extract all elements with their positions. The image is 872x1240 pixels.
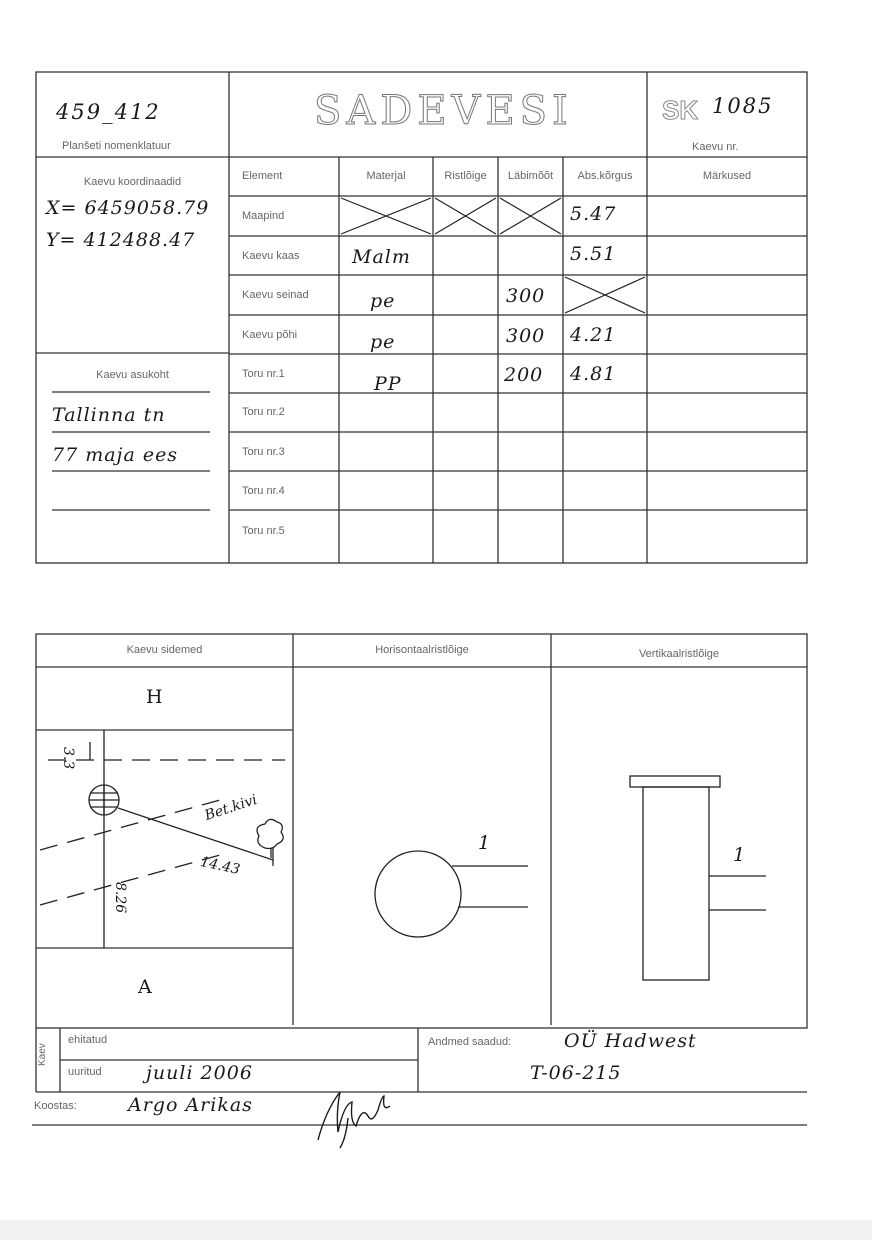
diameter-value: 200 — [504, 364, 544, 386]
surveyed-value: juuli 2006 — [146, 1062, 253, 1084]
data-source-label: Andmed saadud: — [428, 1036, 512, 1048]
abs-height-value: 5.51 — [570, 243, 617, 265]
ties-bottom-letter: A — [138, 976, 153, 998]
ties-section-label: Kaevu sidemed — [126, 644, 203, 656]
row-element-label: Maapind — [242, 210, 285, 222]
coordinate-y: Y= 412488.47 — [46, 229, 196, 251]
compiled-by-value: Argo Arikas — [128, 1094, 253, 1116]
surveyed-label: uuritud — [68, 1066, 102, 1078]
material-value: PP — [374, 373, 402, 395]
data-source-company: OÜ Hadwest — [564, 1030, 697, 1052]
well-prefix: SK — [662, 95, 699, 125]
diameter-value: 300 — [506, 285, 546, 307]
well-number-label: Kaevu nr. — [692, 141, 739, 153]
signature-scribble — [318, 1092, 390, 1148]
compiled-by-label: Koostas: — [34, 1100, 77, 1112]
data-source-code: T-06-215 — [530, 1062, 622, 1084]
ties-dimension-top: 3.3 — [60, 747, 76, 770]
well-number: 1085 — [712, 94, 774, 118]
vertical-pipe-label: 1 — [733, 844, 747, 866]
ties-landmark-label: Bet.kivi — [202, 792, 260, 824]
material-value: pe — [370, 331, 396, 353]
ties-dimension-vertical: 8.26 — [112, 882, 128, 914]
material-value: pe — [370, 290, 396, 312]
row-element-label: Toru nr.1 — [242, 368, 285, 380]
row-element-label: Kaevu põhi — [242, 329, 298, 341]
col-header-abs-height: Abs.kõrgus — [577, 170, 633, 182]
location-line-2: 77 maja ees — [52, 444, 179, 466]
material-value: Malm — [352, 246, 411, 268]
abs-height-value: 5.47 — [570, 203, 617, 225]
diameter-value: 300 — [506, 325, 546, 347]
nomenclature-label: Planšeti nomenklatuur — [62, 140, 171, 152]
horizontal-section-drawing — [375, 851, 528, 937]
row-element-label: Toru nr.3 — [242, 446, 285, 458]
location-line-1: Tallinna tn — [52, 404, 166, 426]
vertical-section-drawing — [630, 776, 766, 980]
location-label: Kaevu asukoht — [96, 369, 169, 381]
col-header-notes: Märkused — [702, 170, 752, 182]
abs-height-value: 4.21 — [570, 324, 617, 346]
row-element-label: Toru nr.2 — [242, 406, 285, 418]
row-element-label: Toru nr.5 — [242, 525, 285, 537]
coordinate-x: X= 6459058.79 — [46, 197, 210, 219]
col-header-element: Element — [242, 170, 283, 182]
row-element-label: Kaevu kaas — [242, 250, 300, 262]
scan-edge — [0, 1220, 872, 1240]
horizontal-section-label: Horisontaalristlõige — [375, 644, 469, 656]
coordinates-label: Kaevu koordinaadid — [83, 176, 182, 188]
row-element-label: Kaevu seinad — [242, 289, 309, 301]
abs-height-value: 4.81 — [570, 363, 617, 385]
footer-side-label: Kaev — [37, 1043, 48, 1066]
col-header-material: Materjal — [366, 170, 406, 182]
nomenclature-value: 459_412 — [56, 100, 161, 124]
col-header-diameter: Läbimõõt — [507, 170, 554, 182]
built-label: ehitatud — [68, 1034, 108, 1046]
ties-sketch — [40, 730, 285, 948]
vertical-section-label: Vertikaalristlõige — [638, 648, 720, 660]
row-element-label: Toru nr.4 — [242, 485, 285, 497]
page-title: SADEVESI — [314, 88, 573, 134]
ties-top-letter: H — [146, 686, 164, 708]
col-header-cross-section: Ristlõige — [444, 170, 487, 182]
ties-dimension-diagonal: 14.43 — [198, 854, 242, 878]
horizontal-pipe-label: 1 — [478, 832, 492, 854]
